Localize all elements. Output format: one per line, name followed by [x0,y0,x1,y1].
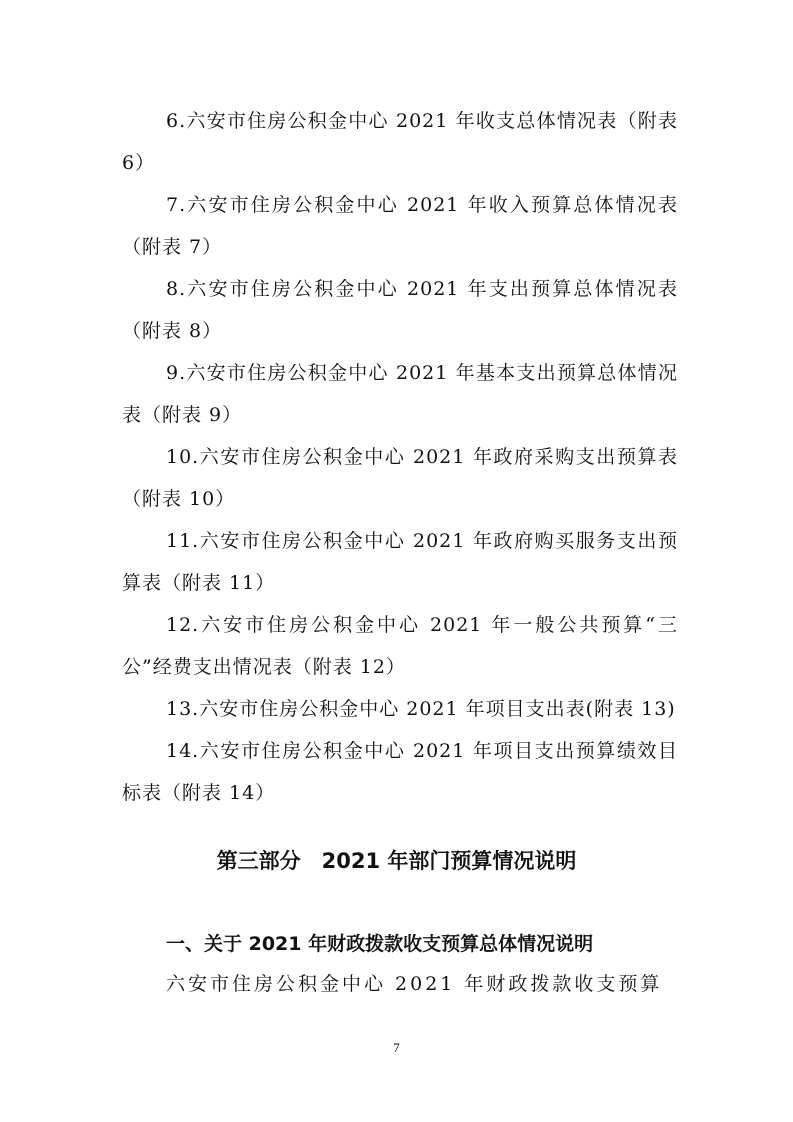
attachment-item-6: 6.六安市住房公积金中心 2021 年收支总体情况表（附表 6） [122,110,678,174]
attachment-item-10: 10.六安市住房公积金中心 2021 年政府采购支出预算表（附表 10） [122,446,678,510]
attachment-item-12: 12.六安市住房公积金中心 2021 年一般公共预算“三公”经费支出情况表（附表 12） [122,614,678,678]
attachment-item-11: 11.六安市住房公积金中心 2021 年政府购买服务支出预算表（附表 11） [122,530,678,594]
section-title: 第三部分 2021 年部门预算情况说明 [216,849,577,873]
attachment-item-8: 8.六安市住房公积金中心 2021 年支出预算总体情况表（附表 8） [122,278,678,342]
attachment-item-14: 14.六安市住房公积金中心 2021 年项目支出预算绩效目标表（附表 14） [122,740,678,804]
attachment-item-13: 13.六安市住房公积金中心 2021 年项目支出表(附表 13) [166,698,676,720]
sub-heading: 一、关于 2021 年财政拨款收支预算总体情况说明 [166,933,594,955]
page-number: 7 [393,1040,400,1055]
attachment-item-7: 7.六安市住房公积金中心 2021 年收入预算总体情况表（附表 7） [122,194,678,258]
attachments-list [122,100,678,814]
body-paragraph: 六安市住房公积金中心 2021 年财政拨款收支预算 [166,973,663,995]
attachment-item-9: 9.六安市住房公积金中心 2021 年基本支出预算总体情况表（附表 9） [122,362,678,426]
